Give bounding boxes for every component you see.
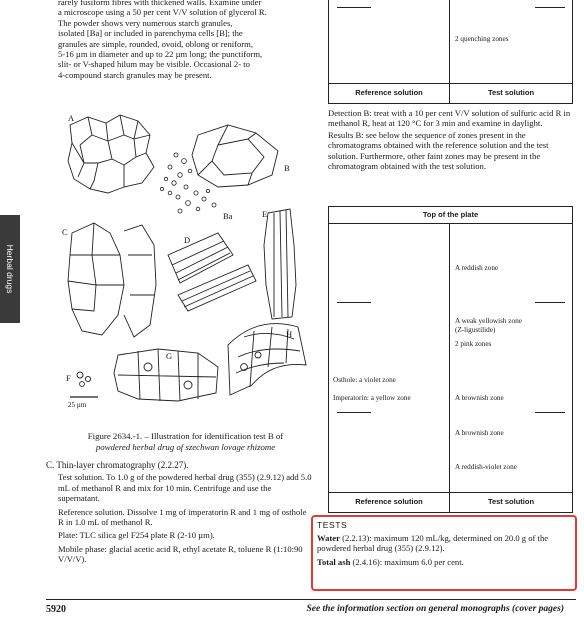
section-c [46, 460, 314, 565]
footer-rule [46, 599, 576, 600]
table-top-rule [329, 223, 572, 224]
zone-marker [337, 302, 371, 303]
test-solution-text: Test solution. To 1.0 g of the powdered herbal drug (355) (2.9.12) add 5.0 mL of methanol R and mix for 10 min. Centrifuge and use the supernatant. [58, 472, 312, 504]
zone-pink: 2 pink zones [455, 340, 492, 348]
scale-label: 25 µm [68, 401, 87, 409]
label-c: C [62, 227, 68, 237]
results-b-text: Results B: see below the sequence of zones present in the chromatograms obtained with the reference solution and the test solution. Furthermore, other faint zones may be present in the chromatogram obtained with the test solution. [328, 129, 549, 172]
table-header-rule [329, 492, 572, 493]
water-text: (2.2.13): maximum 120 mL/kg, determined on 20.0 g of the powdered herbal drug (355) (2.9.12). [317, 533, 549, 554]
page-number: 5920 [46, 604, 66, 615]
col-test-header: Test solution [487, 497, 535, 506]
total-ash-text: (2.4.16): maximum 6.0 per cent. [352, 556, 464, 567]
tlc-table-b [328, 206, 573, 513]
zone-brownish-2: A brownish zone [455, 429, 504, 437]
col-test-header: Test solution [487, 88, 535, 97]
reference-solution-text: Reference solution. Dissolve 1 mg of imperatorin R and 1 mg of osthole R in 1.0 mL of methanol R. [58, 506, 307, 528]
label-g: G [166, 351, 173, 361]
caption-line-1: Figure 2634.-1. – Illustration for identification test B of [87, 431, 284, 441]
intro-line: granules are simple, rounded, ovoid, oblong or reniform, [58, 38, 253, 49]
micro-illustration [58, 105, 313, 423]
plate-text: Plate: TLC silica gel F254 plate R (2-10 µm). [58, 530, 215, 541]
col-reference-header: Reference solution [355, 88, 423, 97]
zone-imperatorin: Imperatorin: a yellow zone [333, 394, 411, 402]
zone-reddish: A reddish zone [455, 264, 499, 272]
mobile-phase-text: Mobile phase: glacial acetic acid R, ethyl acetate R, toluene R (1:10:90 V/V/V). [58, 543, 303, 565]
intro-line: 5-16 µm in diameter and up to 22 µm long; the punctiform, [58, 49, 263, 60]
tests-heading: TESTS [317, 520, 348, 530]
zone-marker [337, 7, 371, 8]
zone-marker [535, 7, 565, 8]
intro-line: 4-compound starch granules may be present. [58, 69, 212, 80]
caption-line-2: powdered herbal drug of szechwan lovage rhizome [95, 441, 276, 452]
intro-paragraph [58, 0, 313, 80]
detection-b-text: Detection B: treat with a 10 per cent V/V solution of sulfuric acid R in methanol R, heat at 120 °C for 3 min and examine in daylight. [328, 108, 571, 129]
quenching-zone-text: 2 quenching zones [455, 35, 509, 43]
intro-line: isolated [Ba] or included in parenchyma cells [B]; the [58, 28, 243, 39]
zone-ligustilide: (Z-ligustilide) [455, 326, 496, 334]
label-d: D [184, 235, 191, 245]
label-ba: Ba [223, 211, 233, 221]
label-b: B [284, 163, 290, 173]
intro-line: slit- or V-shaped hilum may be visible. Occasional 2- to [58, 59, 250, 70]
total-ash-label: Total ash [317, 556, 351, 567]
zone-marker [337, 412, 371, 413]
tlc-table-a [328, 0, 573, 104]
zone-reddish-violet: A reddish-violet zone [455, 463, 517, 471]
water-label: Water [317, 533, 340, 543]
section-side-tab [0, 215, 20, 323]
table-divider [449, 223, 450, 512]
top-of-plate-label: Top of the plate [422, 210, 479, 219]
detection-b-block [328, 108, 576, 171]
label-e: E [262, 209, 268, 219]
zone-marker [535, 302, 565, 303]
zone-weak-yellowish: A weak yellowish zone [455, 317, 522, 325]
figure-caption [58, 431, 313, 452]
tests-section [317, 520, 569, 567]
table-header-rule [329, 83, 572, 84]
label-a: A [68, 113, 75, 123]
col-reference-header: Reference solution [355, 497, 423, 506]
zone-marker [535, 412, 565, 413]
zone-brownish-1: A brownish zone [455, 394, 504, 402]
intro-line: a microscope using a 50 per cent V/V solution of glycerol R. [58, 7, 267, 18]
section-c-heading: C. Thin-layer chromatography (2.2.27). [46, 460, 189, 470]
zone-osthole: Osthole: a violet zone [333, 376, 396, 384]
intro-line: rarely fusiform fibres with thickened walls. Examine under [58, 0, 262, 7]
label-f: F [66, 373, 71, 383]
side-tab-label: Herbal drugs [5, 244, 15, 294]
label-h: H [286, 329, 293, 339]
intro-line: The powder shows very numerous starch granules, [58, 17, 233, 28]
general-monographs-link[interactable]: See the information section on general monographs (cover pages) [306, 604, 564, 614]
